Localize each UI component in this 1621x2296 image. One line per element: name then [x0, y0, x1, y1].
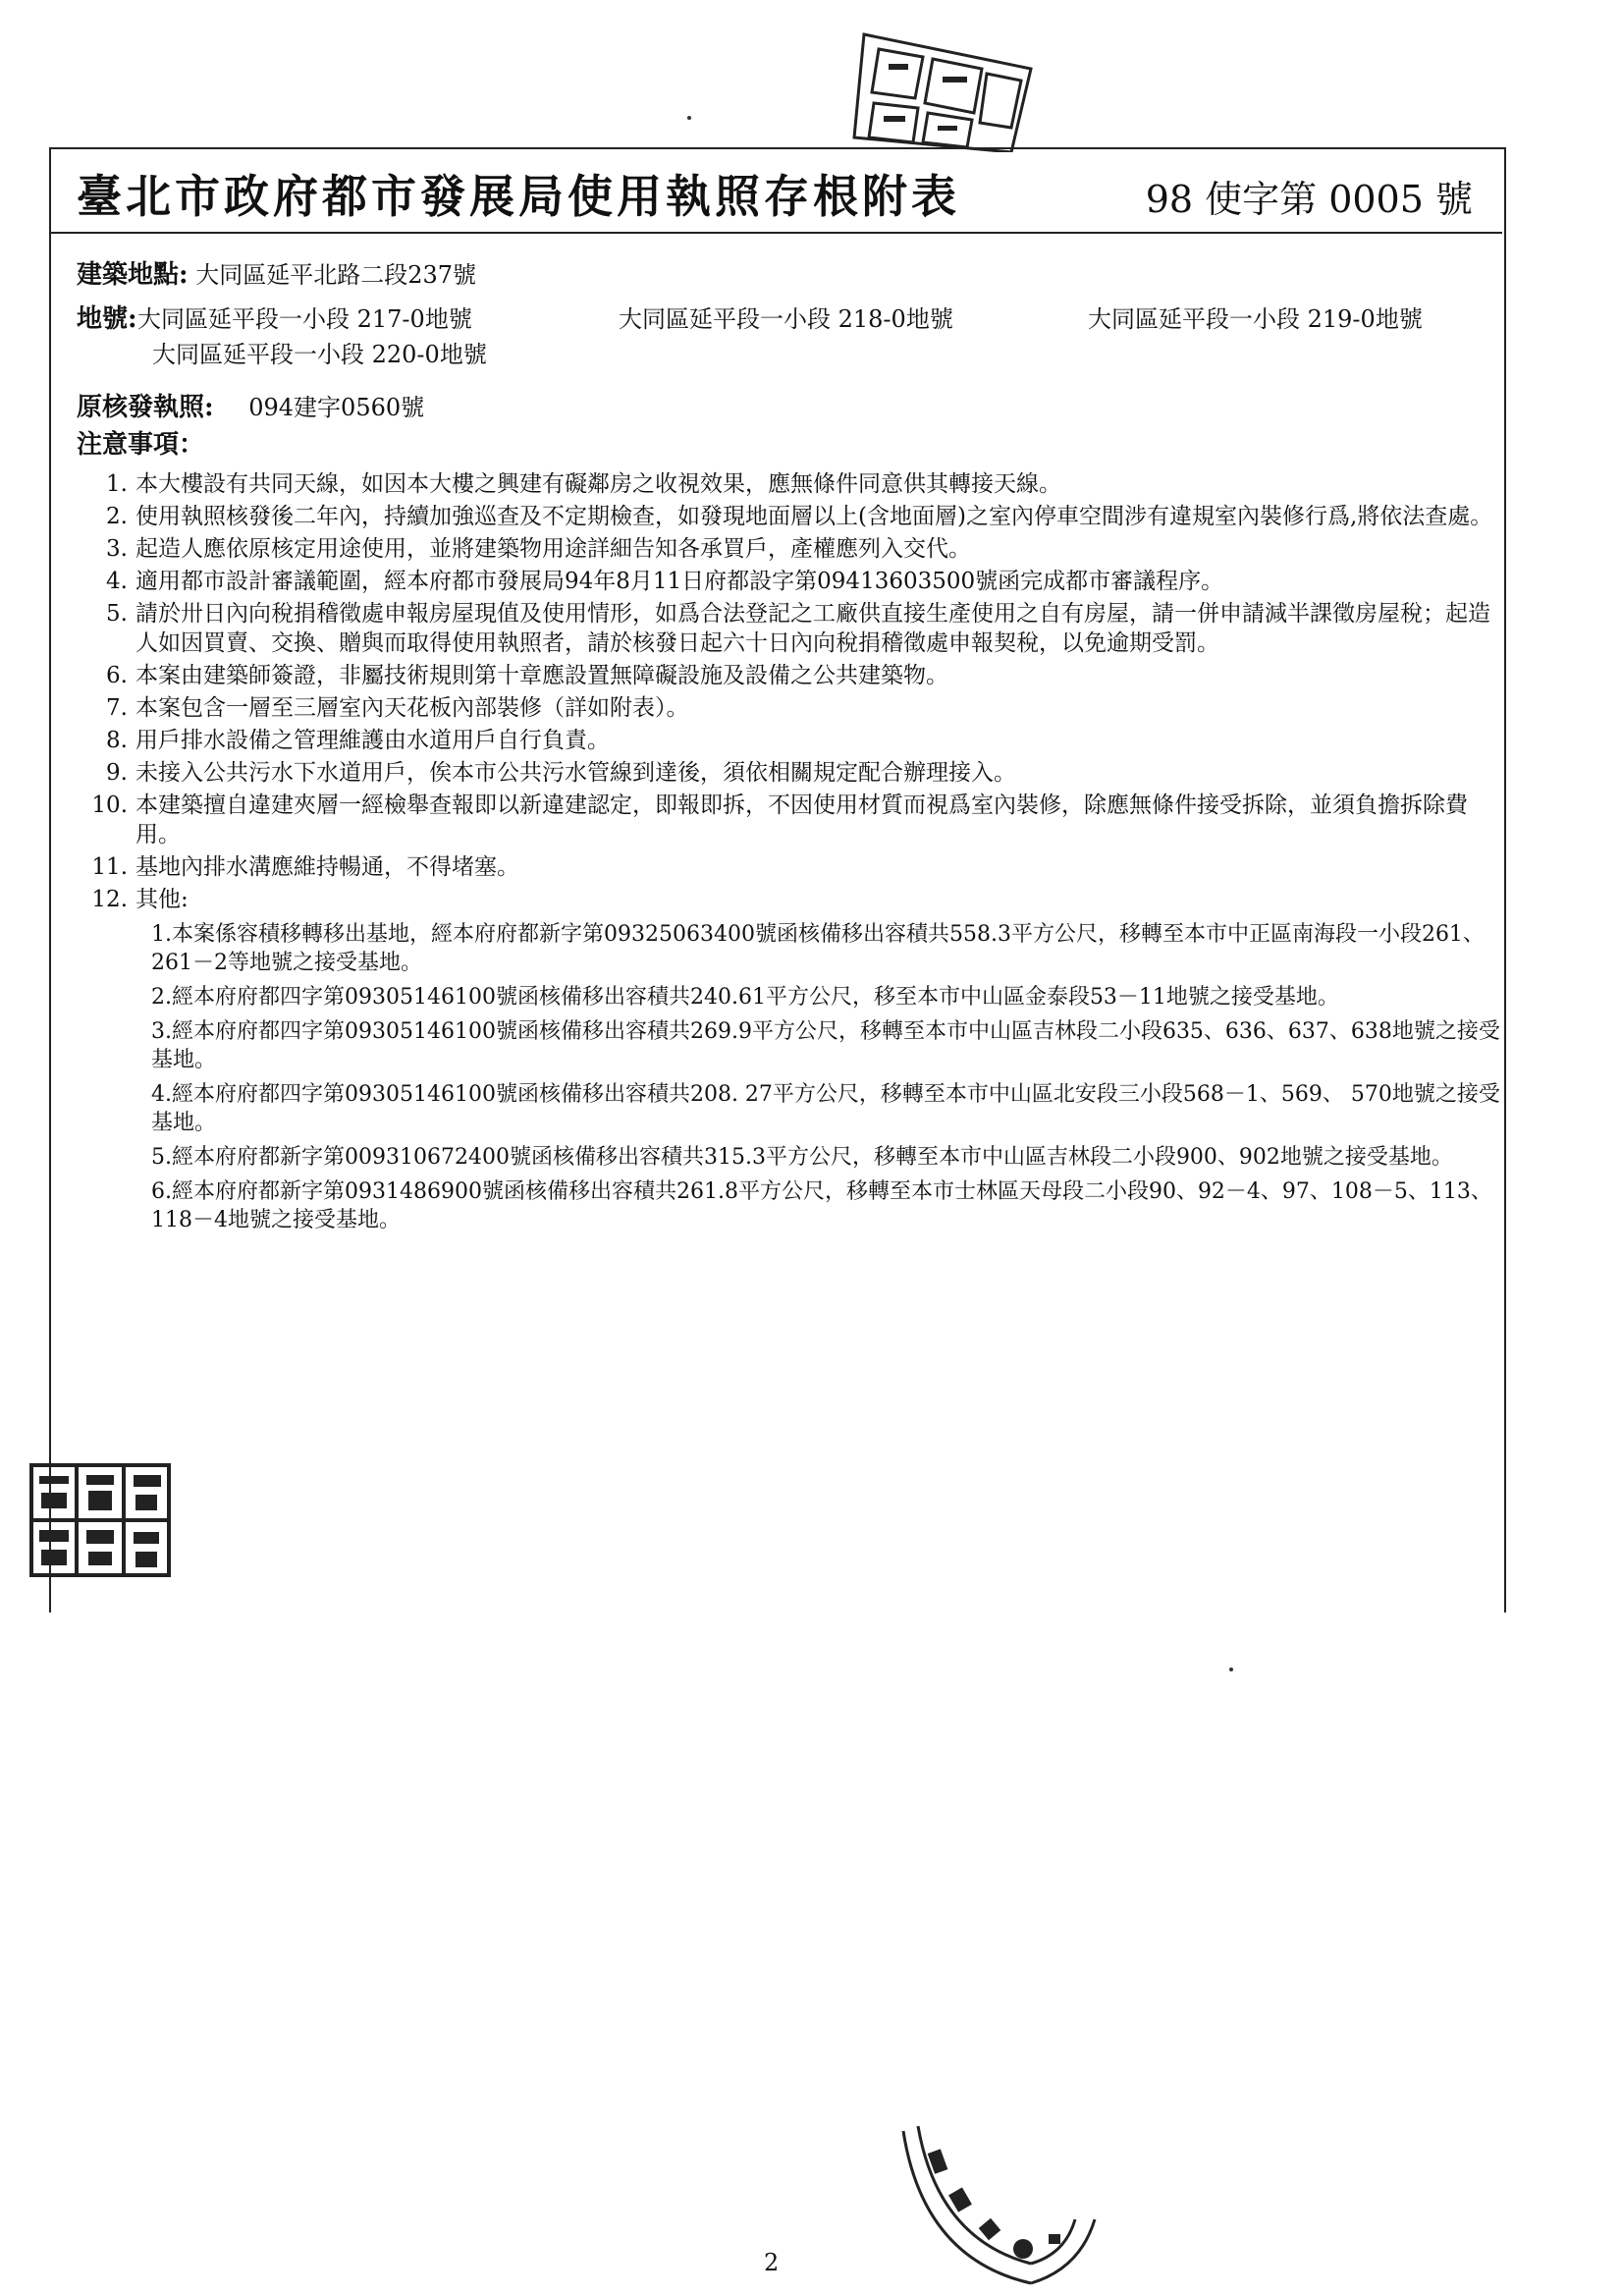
- official-seal-left: [27, 1461, 175, 1579]
- other-item: 2.經本府府都四字第09305146100號函核備移出容積共240.61平方公尺，移至本市中山區金泰段53－11地號之接受基地。: [151, 985, 1339, 1010]
- note-item: 5. 請於卅日內向稅捐稽徵處申報房屋現值及使用情形，如爲合法登記之工廠供直接生產使用之自有房屋，請一併申請減半課徵房屋稅；起造人如因買賣、交換、贈與而取得使用執照者，請於核發日起六十日內向稅捐稽徵處申報契稅，以免逾期受罰。: [106, 601, 1490, 656]
- lots-label: 地號:: [77, 304, 137, 334]
- other-item: 1.本案係容積移轉移出基地，經本府府都新字第09325063400號函核備移出容積共558.3平方公尺，移轉至本市中正區南海段一小段261、261－2等地號之接受基地。: [151, 922, 1485, 975]
- note-item: 9. 未接入公共污水下水道用戶，俟本市公共污水管線到達後，須依相關規定配合辦理接入。: [106, 760, 1016, 786]
- official-seal-bottom: [884, 2111, 1109, 2293]
- speck: [687, 116, 691, 120]
- official-seal-top: [844, 29, 1041, 152]
- document-number: 98 使字第 0005 號: [1145, 178, 1473, 221]
- lot-item: 大同區延平段一小段 220-0地號: [152, 341, 487, 368]
- note-item: 2. 使用執照核發後二年內，持續加強巡查及不定期檢查，如發現地面層以上(含地面層)之室內停車空間涉有違規室內裝修行爲,將依法查處。: [106, 504, 1493, 529]
- note-item: 1. 本大樓設有共同天線，如因本大樓之興建有礙鄰房之收視效果，應無條件同意供其轉接天線。: [106, 471, 1061, 497]
- lot-item: 大同區延平段一小段 219-0地號: [1088, 305, 1423, 333]
- note-item: 4. 適用都市設計審議範圍，經本府都市發展局94年8月11日府都設字第09413603500號函完成都市審議程序。: [106, 569, 1224, 594]
- other-item: 4.經本府府都四字第09305146100號函核備移出容積共208. 27平方公尺，移轉至本市中山區北安段三小段568－1、569、 570地號之接受基地。: [151, 1082, 1500, 1135]
- location-value: 大同區延平北路二段237號: [195, 261, 477, 289]
- location-row: [77, 260, 476, 290]
- note-item: 7. 本案包含一層至三層室內天花板內部裝修（詳如附表）。: [106, 695, 689, 721]
- lot-item: 大同區延平段一小段 218-0地號: [619, 305, 953, 333]
- other-item: 3.經本府府都四字第09305146100號函核備移出容積共269.9平方公尺，移轉至本市中山區吉林段二小段635、636、637、638地號之接受基地。: [151, 1019, 1500, 1072]
- page-title: 臺北市政府都市發展局使用執照存根附表: [77, 170, 960, 223]
- note-item: 6. 本案由建築師簽證，非屬技術規則第十章應設置無障礙設施及設備之公共建築物。: [106, 663, 948, 688]
- note-item: 12. 其他: 1.本案係容積移轉移出基地，經本府府都新字第09325063400號函核備移出容積共558.3平方公尺，移轉至本市中正區南海段一小段261、261－2等地號之接受基地。 2.經本府府都四字第09305146100號函核備移出容積共240.61平方公尺，移至本市中山區金泰段53－11地號之接受基地。 3.經本府府都四字第09305146100號函核備移出容積共269.9平方公尺，移轉至本市中山區吉林段二小段635、636、637、638地號之接受基地。 4.經本府府都四字第09305146100號函核備移出容積共208. 27平方公尺，移轉至本市中山區北安段三小段568－1、569、 570地號之接受基地。 5.經本府府都新字第009310672400號函核備移出容積共315.3平方公尺，移轉至本市中山區吉林段二小段900、902地號之接受基地。 6.經本府府都新字第0931486900號函核備移出容積共261.8平方公尺，移轉至本市士林區天母段二小段90、92－4、97、108－5、113、118－4地號之接受基地。: [81, 885, 1504, 1234]
- original-license-value: 094建字0560號: [248, 394, 425, 421]
- notes-list: [81, 469, 1504, 1240]
- other-item: 5.經本府府都新字第009310672400號函核備移出容積共315.3平方公尺，移轉至本市中山區吉林段二小段900、902地號之接受基地。: [151, 1145, 1453, 1170]
- note-item: 10. 本建築擅自違建夾層一經檢舉查報即以新違建認定，即報即拆，不因使用材質而視爲室內裝修，除應無條件接受拆除，並須負擔拆除費用。: [91, 793, 1468, 847]
- note-item: 11. 基地內排水溝應維持暢通，不得堵塞。: [91, 854, 519, 880]
- title-row: [49, 147, 1502, 234]
- other-items-list: [81, 920, 1504, 1234]
- notes-heading: 注意事項：: [77, 430, 205, 460]
- location-label: 建築地點:: [77, 260, 189, 290]
- original-license-row: [77, 393, 424, 422]
- note-item: 3. 起造人應依原核定用途使用，並將建築物用途詳細告知各承買戶，產權應列入交代。: [106, 536, 971, 562]
- lot-item: 大同區延平段一小段 217-0地號: [137, 305, 472, 333]
- speck: [1229, 1667, 1233, 1671]
- note-item: 8. 用戶排水設備之管理維護由水道用戶自行負責。: [106, 728, 610, 753]
- page-number: 2: [764, 2249, 780, 2276]
- other-item: 6.經本府府都新字第0931486900號函核備移出容積共261.8平方公尺，移轉至本市士林區天母段二小段90、92－4、97、108－5、113、118－4地號之接受基地。: [151, 1179, 1492, 1232]
- original-license-label: 原核發執照:: [77, 393, 214, 422]
